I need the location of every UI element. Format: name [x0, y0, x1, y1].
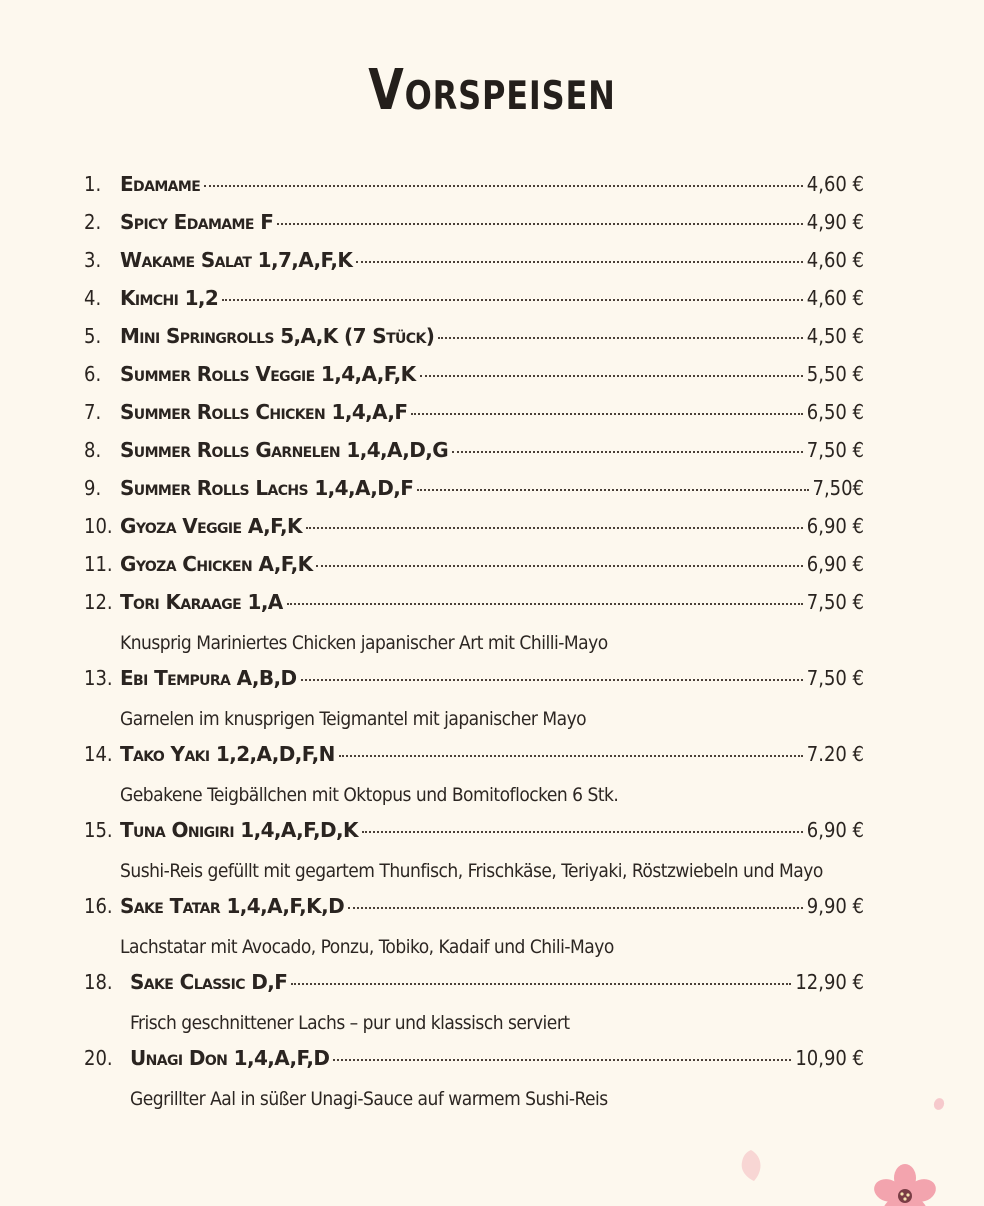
item-number: 6. — [84, 362, 102, 386]
menu-item — [84, 210, 864, 248]
dot-leader — [301, 679, 803, 681]
item-description: Lachstatar mit Avocado, Ponzu, Tobiko, Kadaif und Chili-Mayo — [120, 936, 614, 958]
item-price: 7.20 € — [806, 742, 864, 766]
dot-leader — [438, 337, 803, 339]
item-number: 2. — [84, 210, 102, 234]
petal-icon — [932, 1096, 946, 1112]
item-name: Tori Karaage 1,A — [120, 590, 283, 614]
dot-leader — [348, 907, 803, 909]
item-number: 20. — [84, 1046, 113, 1070]
dot-leader — [356, 261, 803, 263]
petal-icon — [736, 1148, 766, 1184]
dot-leader — [362, 831, 803, 833]
item-price: 7,50 € — [806, 590, 864, 614]
item-price: 7,50€ — [812, 476, 864, 500]
item-name: Wakame Salat 1,7,A,F,K — [120, 248, 353, 272]
item-number: 5. — [84, 324, 102, 348]
item-name: Kimchi 1,2 — [120, 286, 219, 310]
item-number: 1. — [84, 172, 102, 196]
item-description: Gegrillter Aal in süßer Unagi-Sauce auf warmem Sushi-Reis — [130, 1088, 608, 1110]
item-price: 6,90 € — [806, 818, 864, 842]
menu-item — [84, 742, 864, 780]
menu-item — [84, 894, 864, 932]
item-number: 10. — [84, 514, 113, 538]
item-price: 7,50 € — [806, 666, 864, 690]
dot-leader — [411, 413, 802, 415]
item-number: 7. — [84, 400, 102, 424]
item-price: 6,90 € — [806, 514, 864, 538]
item-name: Sake Classic D,F — [130, 970, 288, 994]
item-number: 13. — [84, 666, 113, 690]
item-name: Summer Rolls Veggie 1,4,A,F,K — [120, 362, 416, 386]
dot-leader — [222, 299, 803, 301]
dot-leader — [306, 527, 803, 529]
item-name: Sake Tatar 1,4,A,F,K,D — [120, 894, 345, 918]
item-price: 6,50 € — [806, 400, 864, 424]
dot-leader — [339, 755, 803, 757]
item-price: 4,90 € — [806, 210, 864, 234]
dot-leader — [277, 223, 803, 225]
menu-item — [84, 172, 864, 210]
menu-item — [84, 438, 864, 476]
menu-item — [84, 590, 864, 628]
cherry-blossom-icon — [870, 1162, 940, 1206]
item-name: Tuna Onigiri 1,4,A,F,D,K — [120, 818, 358, 842]
menu-item — [84, 514, 864, 552]
item-price: 4,50 € — [806, 324, 864, 348]
menu-item — [84, 970, 864, 1008]
menu-item — [84, 286, 864, 324]
item-number: 18. — [84, 970, 113, 994]
item-price: 9,90 € — [806, 894, 864, 918]
menu-item — [84, 818, 864, 856]
item-number: 11. — [84, 552, 113, 576]
item-name: Tako Yaki 1,2,A,D,F,N — [120, 742, 335, 766]
item-number: 9. — [84, 476, 102, 500]
menu-item — [84, 362, 864, 400]
item-number: 15. — [84, 818, 113, 842]
item-description: Sushi-Reis gefüllt mit gegartem Thunfisch, Frischkäse, Teriyaki, Röstzwiebeln und Mayo — [120, 860, 823, 882]
dot-leader — [452, 451, 803, 453]
item-name: Edamame — [120, 172, 201, 196]
item-number: 3. — [84, 248, 102, 272]
item-number: 8. — [84, 438, 102, 462]
item-price: 7,50 € — [806, 438, 864, 462]
page-title: Vorspeisen — [368, 58, 616, 123]
dot-leader — [316, 565, 802, 567]
dot-leader — [420, 375, 803, 377]
item-number: 14. — [84, 742, 113, 766]
dot-leader — [333, 1059, 791, 1061]
item-name: Unagi Don 1,4,A,F,D — [130, 1046, 330, 1070]
item-name: Summer Rolls Garnelen 1,4,A,D,G — [120, 438, 449, 462]
item-number: 12. — [84, 590, 113, 614]
menu-item — [84, 1046, 864, 1084]
dot-leader — [204, 185, 803, 187]
item-price: 10,90 € — [795, 1046, 864, 1070]
menu-list — [84, 172, 864, 1122]
item-price: 12,90 € — [795, 970, 864, 994]
item-number: 16. — [84, 894, 113, 918]
item-name: Spicy Edamame F — [120, 210, 274, 234]
menu-item — [84, 476, 864, 514]
item-description: Garnelen im knusprigen Teigmantel mit japanischer Mayo — [120, 708, 587, 730]
item-name: Gyoza Chicken A,F,K — [120, 552, 313, 576]
item-price: 4,60 € — [806, 172, 864, 196]
menu-item — [84, 324, 864, 362]
menu-item — [84, 552, 864, 590]
dot-leader — [291, 983, 791, 985]
item-price: 4,60 € — [806, 248, 864, 272]
dot-leader — [287, 603, 803, 605]
item-price: 4,60 € — [806, 286, 864, 310]
item-name: Gyoza Veggie A,F,K — [120, 514, 302, 538]
dot-leader — [417, 489, 808, 491]
menu-item — [84, 248, 864, 286]
item-name: Mini Springrolls 5,A,K (7 Stück) — [120, 324, 435, 348]
item-number: 4. — [84, 286, 102, 310]
item-description: Gebakene Teigbällchen mit Oktopus und Bomitoflocken 6 Stk. — [120, 784, 619, 806]
item-name: Summer Rolls Lachs 1,4,A,D,F — [120, 476, 414, 500]
menu-item — [84, 666, 864, 704]
item-description: Frisch geschnittener Lachs – pur und klassisch serviert — [130, 1012, 570, 1034]
item-price: 6,90 € — [806, 552, 864, 576]
item-price: 5,50 € — [806, 362, 864, 386]
item-description: Knusprig Mariniertes Chicken japanischer Art mit Chilli-Mayo — [120, 632, 608, 654]
item-name: Summer Rolls Chicken 1,4,A,F — [120, 400, 408, 424]
item-name: Ebi Tempura A,B,D — [120, 666, 297, 690]
menu-item — [84, 400, 864, 438]
